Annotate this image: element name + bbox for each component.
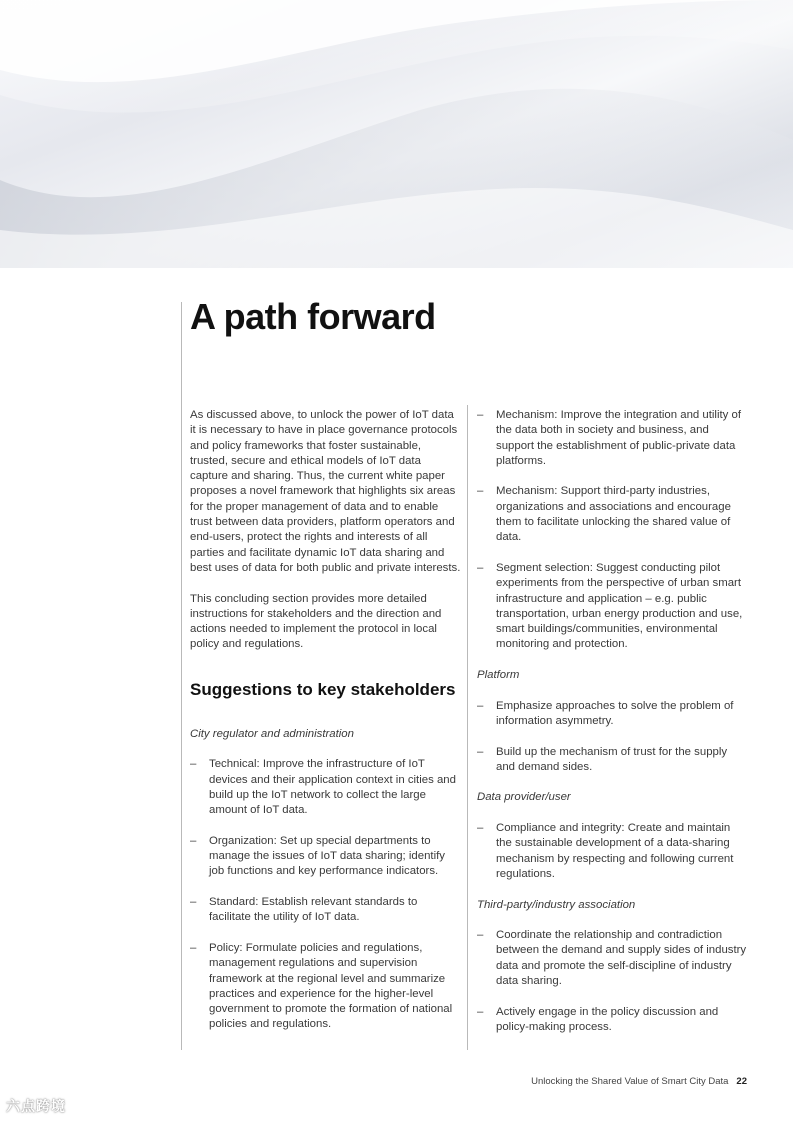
dash-marker: –	[190, 941, 197, 954]
bullet-list	[477, 928, 747, 1035]
dash-marker: –	[477, 699, 484, 712]
intro-paragraph: This concluding section provides more detailed instructions for stakeholders and the direction and actions needed to implement the protocol in local policy and regulations.	[190, 592, 442, 651]
dash-marker: –	[477, 561, 484, 574]
right-column	[477, 408, 747, 1050]
dash-marker: –	[477, 409, 484, 421]
dash-marker: –	[477, 1005, 484, 1018]
intro-paragraph: As discussed above, to unlock the power of IoT data it is necessary to have in place governance protocols and policy frameworks that foster sustainable, trusted, secure and ethical models of IoT data capture and sharing. Thus, the current white paper proposes a novel framework that highlights six areas for the proper management of data and to enable trust between data providers, platform operators and end-users, protect the rights and interests of all parties and facilitate dynamic IoT data sharing and best uses of data for both public and private interests.	[190, 409, 461, 574]
left-column	[190, 408, 462, 1048]
banner-waves	[0, 0, 793, 268]
page-title: A path forward	[190, 296, 436, 337]
watermark: 六点跨境	[6, 1098, 66, 1114]
bullet-list	[477, 821, 747, 882]
category-label: Platform	[477, 669, 520, 682]
dash-marker: –	[477, 822, 484, 835]
list-item: – Technical: Improve the infrastructure of IoT devices and their application context in cities and build up the IoT network to collect the large amount of IoT data.	[190, 758, 456, 817]
page-footer	[531, 1076, 747, 1087]
list-item: – Compliance and integrity: Create and maintain the sustainable development of a data-sharing mechanism by respecting and following current regulations.	[477, 822, 734, 880]
bullet-list	[477, 699, 747, 775]
category-label: Third-party/industry association	[477, 898, 636, 911]
list-item: – Actively engage in the policy discussion and policy-making process.	[477, 1005, 719, 1033]
dash-marker: –	[477, 485, 484, 498]
list-item: – Standard: Establish relevant standards to facilitate the utility of IoT data.	[190, 896, 418, 924]
list-item: – Mechanism: Improve the integration and utility of the data both in society and business, and support the establishment of public-private data platforms.	[477, 409, 742, 467]
list-item: – Emphasize approaches to solve the problem of information asymmetry.	[477, 699, 734, 727]
dash-marker: –	[190, 758, 197, 771]
dash-marker: –	[477, 745, 484, 758]
footer-title: Unlocking the Shared Value of Smart City Data	[531, 1076, 729, 1087]
dash-marker: –	[190, 896, 197, 909]
left-rule	[181, 302, 182, 1050]
list-item: – Build up the mechanism of trust for the supply and demand sides.	[477, 745, 728, 773]
list-item: – Segment selection: Suggest conducting pilot experiments from the perspective of urban smart infrastructure and application – e.g. public transportation, urban energy production and use, smart buildings/communities, environmental monitoring and protection.	[477, 561, 743, 651]
list-item: – Organization: Set up special departments to manage the issues of IoT data sharing; identify job functions and key performance indicators.	[190, 834, 445, 878]
list-item: – Coordinate the relationship and contradiction between the demand and supply sides of industry data and promote the self-discipline of industry data sharing.	[477, 929, 747, 987]
column-divider	[467, 405, 468, 1050]
category-label: City regulator and administration	[190, 727, 354, 740]
header-banner-image	[0, 0, 793, 268]
dash-marker: –	[190, 834, 197, 847]
category-label: Data provider/user	[477, 791, 571, 804]
bullet-list	[190, 757, 462, 1032]
page-number: 22	[736, 1076, 747, 1087]
list-item: – Mechanism: Support third-party industries, organizations and associations and encourage them to facilitate unlocking the shared value of data.	[477, 485, 731, 544]
dash-marker: –	[477, 929, 484, 942]
list-item: – Policy: Formulate policies and regulations, management regulations and supervision framework at the regional level and summarize practices and experience for the higher-level government to promote the formation of national policies and regulations.	[190, 941, 453, 1031]
bullet-list	[477, 408, 747, 653]
section-heading: Suggestions to key stakeholders	[190, 679, 456, 699]
